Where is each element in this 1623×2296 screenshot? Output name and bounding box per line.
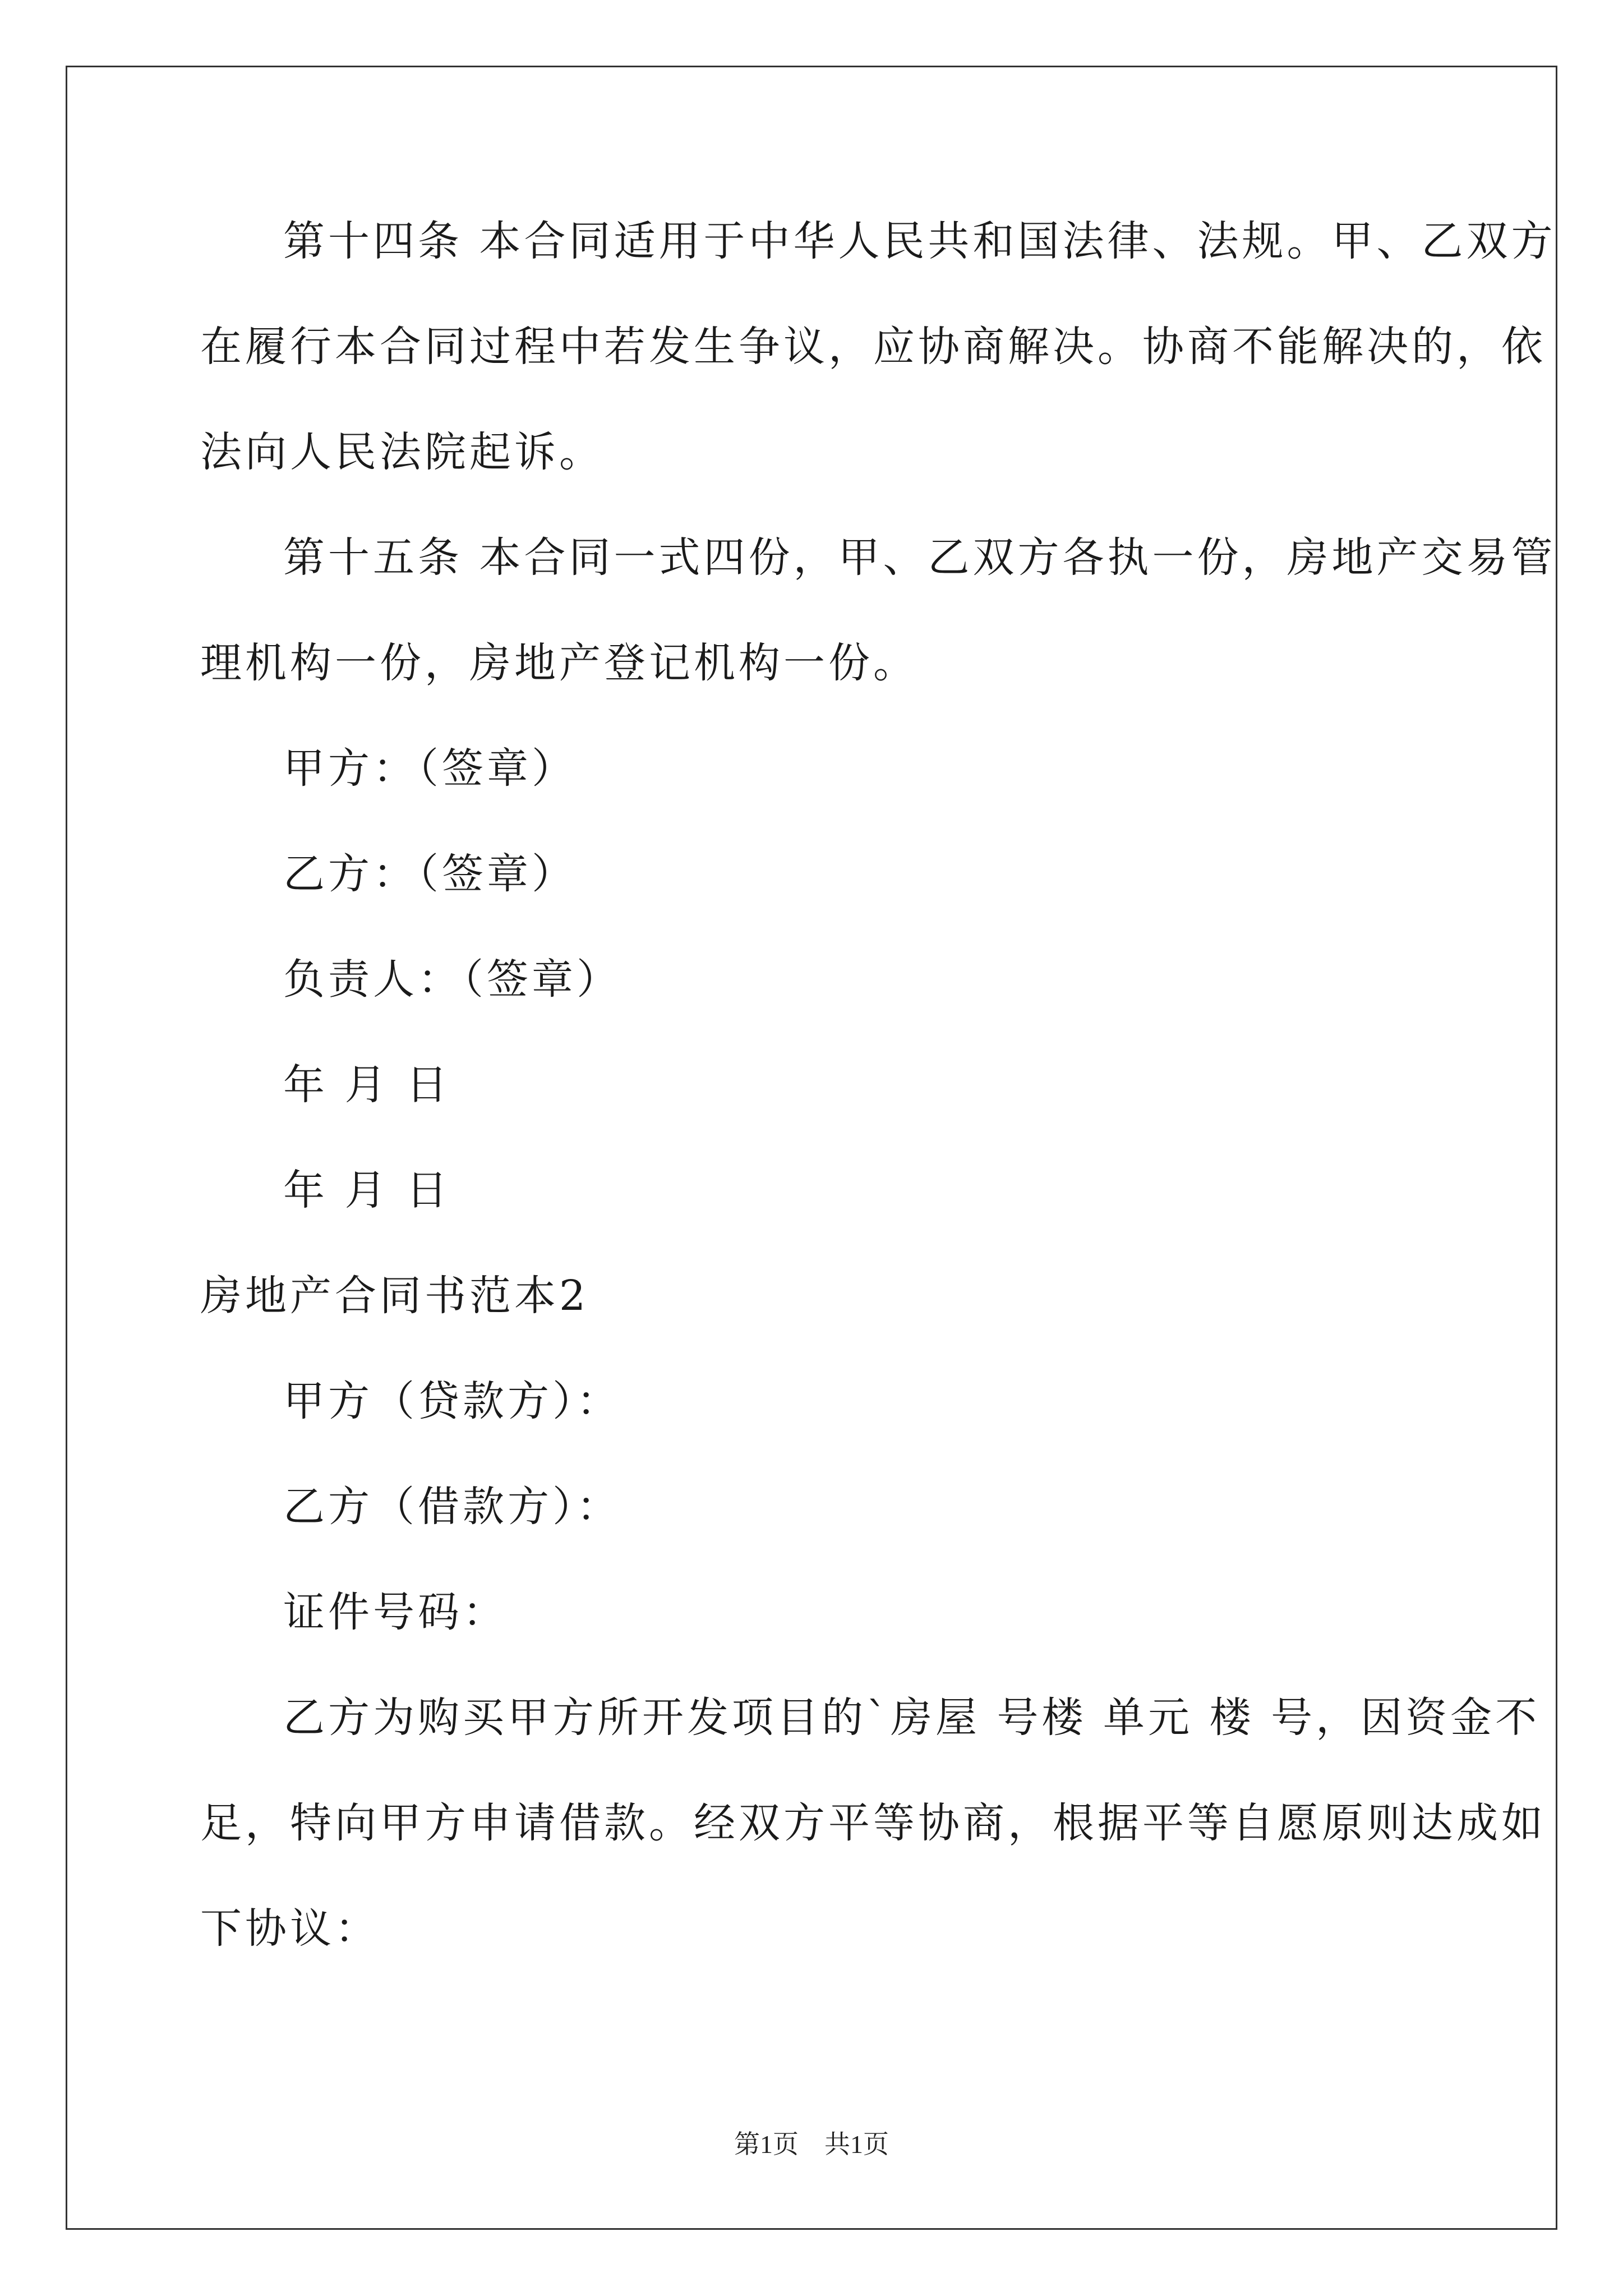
agreement-intro-line-3: 下协议：: [200, 1904, 380, 1953]
article-15-line-2: 理机构一份，房地产登记机构一份。: [200, 639, 918, 687]
party-b-signature: 乙方：（签章）: [283, 850, 577, 898]
date-line-1: 年 月 日: [283, 1061, 451, 1109]
article-14-line-1: 第十四条 本合同适用于中华人民共和国法律、法规。甲、乙双方: [283, 217, 1556, 265]
party-a-signature: 甲方：（签章）: [283, 744, 577, 793]
lender-line: 甲方（贷款方）：: [283, 1377, 621, 1425]
borrower-line: 乙方（借款方）：: [283, 1483, 621, 1531]
page-footer: 第1页 共1页: [734, 2130, 889, 2159]
id-number-line: 证件号码：: [283, 1588, 508, 1636]
date-line-2: 年 月 日: [283, 1166, 451, 1214]
section-title: 房地产合同书范本2: [200, 1272, 589, 1320]
article-15-line-1: 第十五条 本合同一式四份，甲、乙双方各执一份，房地产交易管: [283, 533, 1556, 582]
article-14-line-3: 法向人民法院起诉。: [200, 428, 604, 476]
agreement-intro-line-1: 乙方为购买甲方所开发项目的`房屋 号楼 单元 楼 号，因资金不: [283, 1694, 1541, 1742]
article-14-line-2: 在履行本合同过程中若发生争议，应协商解决。协商不能解决的，依: [200, 323, 1546, 371]
responsible-person-signature: 负责人：（签章）: [283, 955, 621, 1004]
agreement-intro-line-2: 足，特向甲方申请借款。经双方平等协商，根据平等自愿原则达成如: [200, 1799, 1546, 1847]
